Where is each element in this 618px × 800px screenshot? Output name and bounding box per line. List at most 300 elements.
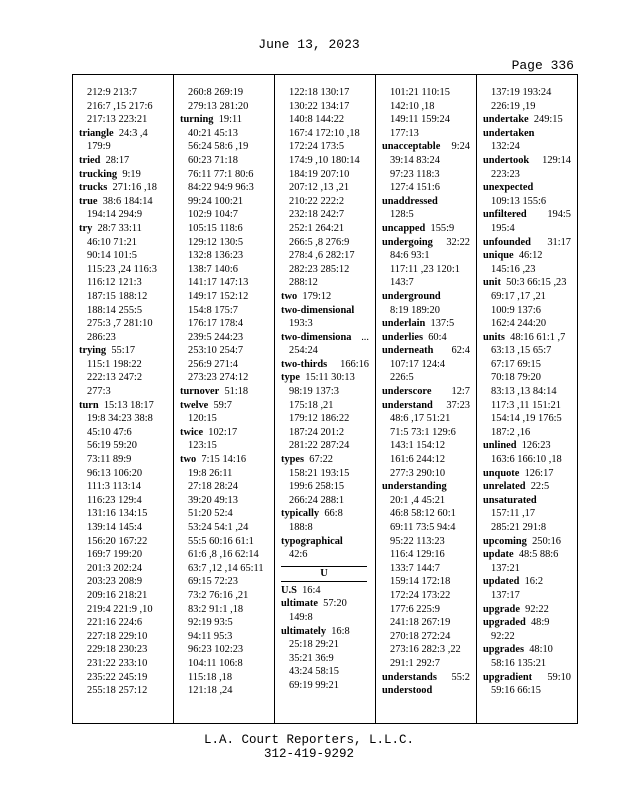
index-column-5 (476, 75, 577, 723)
index-headword: undergoing (382, 236, 433, 248)
index-headword: underground (382, 290, 441, 302)
index-continuation: 199:6 258:15 (289, 481, 345, 493)
index-headword: U.S (281, 584, 297, 596)
index-continuation: 285:21 291:8 (491, 522, 547, 533)
index-continuation: 226:19 ,19 (491, 100, 536, 112)
index-continuation: 128:5 (390, 209, 414, 221)
index-continuation: 8:19 189:20 (390, 304, 440, 316)
index-refs: 102:17 (208, 426, 238, 438)
index-entry (382, 195, 476, 209)
index-refs: 137:5 (430, 318, 455, 330)
index-headword: upcoming (483, 535, 527, 547)
index-headword: update (483, 549, 514, 561)
index-headword: typically (281, 508, 320, 520)
index-continuation: 25:18 29:21 (289, 639, 339, 651)
index-continuation: 223:23 (491, 168, 520, 180)
index-headword: twelve (180, 399, 209, 411)
index-continuation: 158:21 193:15 (289, 467, 350, 479)
index-continuation: 159:14 172:18 (390, 576, 451, 588)
index-entry (483, 671, 577, 685)
index-headword: try (79, 222, 93, 234)
index-headword: unquote (483, 467, 520, 479)
index-headword: underlain (382, 318, 426, 330)
index-entry (180, 385, 274, 399)
index-continuation: 55:5 60:16 61:1 (188, 535, 254, 547)
index-continuation: 179:12 186:22 (289, 413, 350, 425)
index-refs: 46:12 (518, 250, 543, 262)
index-continuation: 122:18 130:17 (289, 87, 350, 98)
index-headword: underlies (382, 331, 423, 343)
index-entry (382, 385, 476, 399)
index-continuation: 104:11 106:8 (188, 657, 243, 669)
index-continuation: 61:6 ,8 ,16 62:14 (188, 549, 259, 561)
index-continuation: 83:2 91:1 ,18 (188, 603, 244, 615)
index-entry (483, 494, 577, 508)
index-continuation: 235:22 245:19 (87, 671, 148, 683)
index-refs: 92:22 (525, 603, 549, 615)
index-continuation: 137:19 193:24 (491, 87, 552, 98)
index-continuation: 187:15 188:12 (87, 290, 148, 302)
index-entry (281, 290, 375, 304)
index-continuation: 231:22 233:10 (87, 657, 148, 669)
section-letter: U (281, 566, 367, 582)
index-continuation: 188:8 (289, 522, 313, 533)
index-entry (180, 399, 274, 413)
index-headword: types (281, 454, 305, 466)
index-continuation: 282:23 285:12 (289, 263, 350, 275)
index-continuation: 117:3 ,11 151:21 (491, 399, 561, 411)
index-continuation: 116:12 121:3 (87, 277, 142, 289)
index-continuation: 115:1 198:22 (87, 358, 142, 370)
index-refs: 38:6 184:14 (102, 195, 153, 207)
index-continuation: 207:12 ,13 ,21 (289, 182, 350, 194)
index-continuation: 175:18 ,21 (289, 399, 334, 411)
index-headword: two-dimensional (281, 304, 355, 316)
index-headword: two (281, 290, 298, 302)
index-continuation: 154:8 175:7 (188, 304, 238, 316)
index-continuation: 277:3 290:10 (390, 467, 446, 479)
index-continuation: 254:24 (289, 345, 318, 357)
index-continuation: 120:15 (188, 413, 217, 425)
index-entry (281, 304, 375, 318)
index-continuation: 140:8 144:22 (289, 114, 345, 126)
index-continuation: 227:18 229:10 (87, 630, 148, 642)
index-refs: 9:24 (451, 141, 470, 153)
index-entry (483, 208, 577, 222)
reporter-phone: 312-419-9292 (263, 747, 354, 761)
index-continuation: 177:6 225:9 (390, 603, 440, 615)
index-entry (281, 331, 375, 345)
index-continuation: 84:22 94:9 96:3 (188, 182, 254, 194)
index-entry (483, 181, 577, 195)
index-headword: unsaturated (483, 494, 537, 506)
index-continuation: 273:16 282:3 ,22 (390, 644, 461, 656)
index-continuation: 187:2 ,16 (491, 426, 531, 438)
index-entry (281, 371, 375, 385)
index-continuation: 127:4 151:6 (390, 182, 440, 194)
index-continuation: 156:20 167:22 (87, 535, 148, 547)
index-continuation: 141:17 147:13 (188, 277, 249, 289)
index-continuation: 229:18 230:23 (87, 644, 148, 656)
index-continuation: 94:11 95:3 (188, 630, 233, 642)
index-continuation: 149:17 152:12 (188, 290, 249, 302)
index-headword: two-thirds (281, 358, 328, 370)
index-headword: turning (180, 114, 214, 126)
index-refs: 37:23 (446, 399, 470, 411)
index-entry (483, 603, 577, 617)
index-continuation: 131:16 134:15 (87, 508, 148, 520)
index-entry (180, 453, 274, 467)
index-refs: 48:5 88:6 (518, 549, 559, 561)
index-headword: triangle (79, 127, 114, 139)
index-continuation: 226:5 (390, 372, 414, 384)
index-continuation: 46:8 58:12 60:1 (390, 508, 456, 520)
index-entry (79, 222, 173, 236)
index-continuation: 291:1 292:7 (390, 657, 440, 669)
index-headword: unfiltered (483, 209, 527, 221)
index-continuation: 162:4 244:20 (491, 318, 547, 330)
index-continuation: 210:22 222:2 (289, 195, 345, 207)
index-refs: 15:11 30:13 (305, 372, 355, 384)
index-headword: units (483, 331, 505, 343)
index-continuation: 172:24 173:5 (289, 141, 345, 153)
index-continuation: 209:16 218:21 (87, 589, 148, 601)
index-continuation: 167:4 172:10 ,18 (289, 127, 360, 139)
index-headword: underneath (382, 345, 434, 357)
index-entry (382, 236, 476, 250)
index-refs: 57:20 (323, 598, 347, 610)
index-continuation: 275:3 ,7 281:10 (87, 318, 153, 330)
index-continuation: 101:21 110:15 (390, 87, 450, 98)
index-entry (483, 236, 577, 250)
index-continuation: 115:18 ,18 (188, 671, 233, 683)
index-headword: understanding (382, 481, 447, 493)
index-continuation: 201:3 202:24 (87, 562, 143, 574)
index-entry (281, 358, 375, 372)
index-refs: 51:18 (224, 386, 249, 398)
index-continuation: 100:9 137:6 (491, 304, 541, 316)
index-continuation: 102:9 104:7 (188, 209, 238, 221)
index-continuation: 149:8 (289, 611, 313, 623)
index-headword: unaddressed (382, 195, 438, 207)
index-continuation: 169:7 199:20 (87, 549, 143, 561)
index-refs: 129:14 (542, 154, 571, 166)
index-headword: unfounded (483, 236, 531, 248)
index-entry (483, 575, 577, 589)
index-refs: 48:9 (530, 617, 550, 629)
index-continuation: 19:8 34:23 38:8 (87, 413, 153, 425)
index-entry (180, 426, 274, 440)
index-continuation: 177:13 (390, 127, 419, 139)
index-headword: ultimate (281, 598, 318, 610)
index-headword: upgraded (483, 617, 526, 629)
index-continuation: 107:17 124:4 (390, 358, 446, 370)
index-headword: type (281, 372, 301, 384)
reporter-name: L.A. Court Reporters, L.L.C. (203, 733, 415, 747)
index-refs: 12:7 (451, 386, 470, 398)
index-refs: 62:4 (451, 345, 470, 357)
index-continuation: 39:14 83:24 (390, 154, 440, 166)
index-refs: 249:15 (533, 114, 563, 126)
index-refs: 60:4 (428, 331, 447, 343)
index-refs: 67:22 (309, 454, 333, 466)
index-headword: undertaken (483, 127, 535, 139)
index-refs: 126:23 (521, 440, 551, 452)
index-entry (483, 249, 577, 263)
index-entry (483, 480, 577, 494)
index-continuation: 84:6 93:1 (390, 250, 430, 262)
index-continuation: 217:13 223:21 (87, 114, 148, 126)
index-refs: 16:2 (524, 576, 544, 588)
transcript-date: June 13, 2023 (258, 37, 360, 52)
index-continuation: 45:10 47:6 (87, 426, 132, 438)
index-continuation: 43:24 58:15 (289, 666, 339, 678)
index-continuation: 73:2 76:16 ,21 (188, 589, 249, 601)
index-continuation: 219:4 221:9 ,10 (87, 603, 153, 615)
index-entry (382, 331, 476, 345)
index-entry (382, 290, 476, 304)
index-continuation: 123:15 (188, 440, 217, 452)
index-headword: unlined (483, 440, 517, 452)
index-continuation: 279:13 281:20 (188, 100, 249, 112)
index-entry (483, 439, 577, 453)
index-continuation: 20:1 ,4 45:21 (390, 494, 446, 506)
index-continuation: 69:19 99:21 (289, 679, 339, 691)
index-continuation: 130:22 134:17 (289, 100, 350, 112)
index-headword: true (79, 195, 98, 207)
index-headword: unrelated (483, 481, 526, 493)
index-continuation: 232:18 242:7 (289, 209, 345, 221)
index-continuation: 203:23 208:9 (87, 576, 143, 588)
index-continuation: 221:16 224:6 (87, 617, 143, 629)
index-continuation: 132:8 136:23 (188, 250, 244, 262)
index-headword: understood (382, 685, 433, 697)
index-entry (382, 480, 476, 494)
index-continuation: 39:20 49:13 (188, 494, 238, 506)
index-entry (79, 344, 173, 358)
index-continuation: 278:4 ,6 282:17 (289, 250, 355, 262)
index-entry (281, 453, 375, 467)
index-continuation: 184:19 207:10 (289, 168, 350, 180)
index-continuation: 35:21 36:9 (289, 652, 334, 664)
index-refs: 22:5 (530, 481, 550, 493)
index-continuation: 121:18 ,24 (188, 685, 233, 697)
index-headword: twice (180, 426, 204, 438)
index-refs: 7:15 14:16 (201, 454, 247, 466)
index-continuation: 139:14 145:4 (87, 522, 143, 533)
index-headword: understands (382, 671, 437, 683)
index-continuation: 188:14 255:5 (87, 304, 143, 316)
index-continuation: 92:19 93:5 (188, 617, 233, 629)
index-entry (281, 597, 375, 611)
index-refs: 66:8 (324, 508, 343, 520)
index-headword: trying (79, 345, 107, 357)
index-continuation: 255:18 257:12 (87, 685, 148, 697)
index-entry (382, 344, 476, 358)
index-continuation: 145:16 ,23 (491, 263, 536, 275)
index-continuation: 69:17 ,17 ,21 (491, 290, 546, 302)
index-continuation: 58:16 135:21 (491, 657, 547, 669)
index-column-2 (173, 75, 274, 723)
index-refs: 28:7 33:11 (97, 222, 142, 234)
index-continuation: 194:14 294:9 (87, 209, 143, 221)
index-refs: 16:4 (302, 584, 321, 596)
index-entry (483, 548, 577, 562)
index-headword: tried (79, 154, 101, 166)
index-continuation: 76:11 77:1 80:6 (188, 168, 254, 180)
index-entry (180, 113, 274, 127)
index-refs: 155:9 (430, 222, 455, 234)
index-continuation: 116:23 129:4 (87, 494, 142, 506)
index-continuation: 193:3 (289, 318, 313, 330)
index-refs: 31:17 (547, 236, 571, 248)
index-refs: 15:13 18:17 (103, 399, 154, 411)
index-entry (483, 331, 577, 345)
index-continuation: 95:22 113:23 (390, 535, 445, 547)
index-continuation: 98:19 137:3 (289, 386, 339, 398)
index-refs: 55:17 (111, 345, 136, 357)
index-column-4 (375, 75, 476, 723)
index-entry (483, 127, 577, 141)
index-refs: 50:3 66:15 ,23 (506, 277, 567, 289)
index-continuation: 117:11 ,23 120:1 (390, 263, 460, 275)
index-continuation: 256:9 271:4 (188, 358, 238, 370)
page-number: Page 336 (511, 58, 574, 73)
index-entry (483, 276, 577, 290)
index-continuation: 63:7 ,12 ,14 65:11 (188, 562, 264, 574)
index-continuation: 56:24 58:6 ,19 (188, 141, 249, 153)
index-headword: upgrade (483, 603, 520, 615)
index-headword: unacceptable (382, 141, 441, 153)
index-continuation: 105:15 118:6 (188, 222, 243, 234)
index-continuation: 239:5 244:23 (188, 331, 244, 343)
index-continuation: 143:7 (390, 277, 414, 289)
index-continuation: 157:11 ,17 (491, 508, 536, 520)
index-continuation: 83:13 ,13 84:14 (491, 386, 557, 398)
index-refs: 9:19 (122, 168, 141, 180)
index-headword: undertake (483, 114, 529, 126)
index-continuation: 96:13 106:20 (87, 467, 143, 479)
index-entry (382, 222, 476, 236)
index-continuation: 174:9 ,10 180:14 (289, 154, 360, 166)
index-refs: 28:17 (105, 154, 130, 166)
index-headword: trucks (79, 182, 108, 194)
index-headword: turnover (180, 386, 220, 398)
index-continuation: 60:23 71:18 (188, 154, 238, 166)
index-continuation: 212:9 213:7 (87, 87, 137, 98)
index-refs: 194:5 (547, 209, 571, 221)
index-continuation: 73:11 89:9 (87, 454, 132, 466)
index-entry (483, 643, 577, 657)
index-continuation: 109:13 155:6 (491, 195, 547, 207)
index-continuation: 92:22 (491, 630, 515, 642)
index-headword: typographical (281, 535, 343, 547)
index-continuation: 195:4 (491, 222, 515, 234)
index-continuation: 253:10 254:7 (188, 345, 244, 357)
index-continuation: 132:24 (491, 141, 520, 153)
index-continuation: 252:1 264:21 (289, 222, 345, 234)
index-continuation: 260:8 269:19 (188, 87, 244, 98)
index-continuation: 138:7 140:6 (188, 263, 238, 275)
index-continuation: 115:23 ,24 116:3 (87, 263, 157, 275)
index-refs: 16:8 (331, 625, 350, 637)
index-entry (483, 535, 577, 549)
index-headword: two-dimensiona (281, 331, 352, 343)
index-entry (79, 127, 173, 141)
index-entry (79, 195, 173, 209)
index-continuation: 149:11 159:24 (390, 114, 450, 126)
index-headword: underscore (382, 386, 432, 398)
index-frame (72, 74, 578, 724)
index-headword: turn (79, 399, 99, 411)
index-refs: 166:16 (340, 358, 369, 370)
index-refs: 271:16 ,18 (112, 182, 157, 194)
index-continuation: 266:5 ,8 276:9 (289, 236, 350, 248)
index-headword: unit (483, 277, 501, 289)
index-headword: two (180, 454, 197, 466)
index-continuation: 19:8 26:11 (188, 467, 233, 479)
index-continuation: 27:18 28:24 (188, 481, 238, 493)
index-refs: 59:7 (213, 399, 232, 411)
index-columns (73, 75, 577, 723)
index-headword: unexpected (483, 182, 534, 194)
index-continuation: 161:6 244:12 (390, 454, 446, 466)
index-continuation: 46:10 71:21 (87, 236, 137, 248)
index-continuation: 53:24 54:1 ,24 (188, 522, 249, 533)
index-continuation: 71:5 73:1 129:6 (390, 426, 456, 438)
index-entry (382, 671, 476, 685)
index-entry (382, 399, 476, 413)
index-continuation: 69:11 73:5 94:4 (390, 522, 456, 533)
index-entry (79, 154, 173, 168)
index-refs: 179:12 (302, 290, 332, 302)
index-entry (483, 616, 577, 630)
index-refs: 250:16 (532, 535, 561, 547)
index-refs: 48:10 (529, 644, 553, 656)
index-continuation: 133:7 144:7 (390, 562, 440, 574)
index-entry (79, 168, 173, 182)
index-continuation: 273:23 274:12 (188, 372, 249, 384)
index-refs: 19:11 (218, 114, 242, 126)
index-continuation: 281:22 287:24 (289, 440, 350, 452)
index-continuation: 99:24 100:21 (188, 195, 244, 207)
index-continuation: 56:19 59:20 (87, 440, 137, 452)
index-continuation: 176:17 178:4 (188, 318, 244, 330)
index-headword: understand (382, 399, 433, 411)
index-entry (79, 399, 173, 413)
index-column-3 (274, 75, 375, 723)
index-continuation: 90:14 101:5 (87, 250, 137, 262)
index-continuation: 241:18 267:19 (390, 617, 451, 629)
index-headword: trucking (79, 168, 118, 180)
index-entry (281, 584, 375, 598)
index-continuation: 222:13 247:2 (87, 372, 143, 384)
index-entry (382, 317, 476, 331)
index-entry (382, 140, 476, 154)
index-refs: 126:17 (524, 467, 554, 479)
index-continuation: 172:24 173:22 (390, 589, 451, 601)
index-continuation: 70:18 79:20 (491, 372, 541, 384)
index-entry (483, 467, 577, 481)
index-continuation: 69:15 72:23 (188, 576, 238, 588)
index-entry (281, 625, 375, 639)
index-continuation: 48:6 ,17 51:21 (390, 413, 451, 425)
index-continuation: 163:6 166:10 ,18 (491, 454, 562, 466)
index-continuation: 63:13 ,15 65:7 (491, 345, 552, 357)
index-headword: unique (483, 250, 514, 262)
index-continuation: 270:18 272:24 (390, 630, 451, 642)
index-headword: uncapped (382, 222, 426, 234)
